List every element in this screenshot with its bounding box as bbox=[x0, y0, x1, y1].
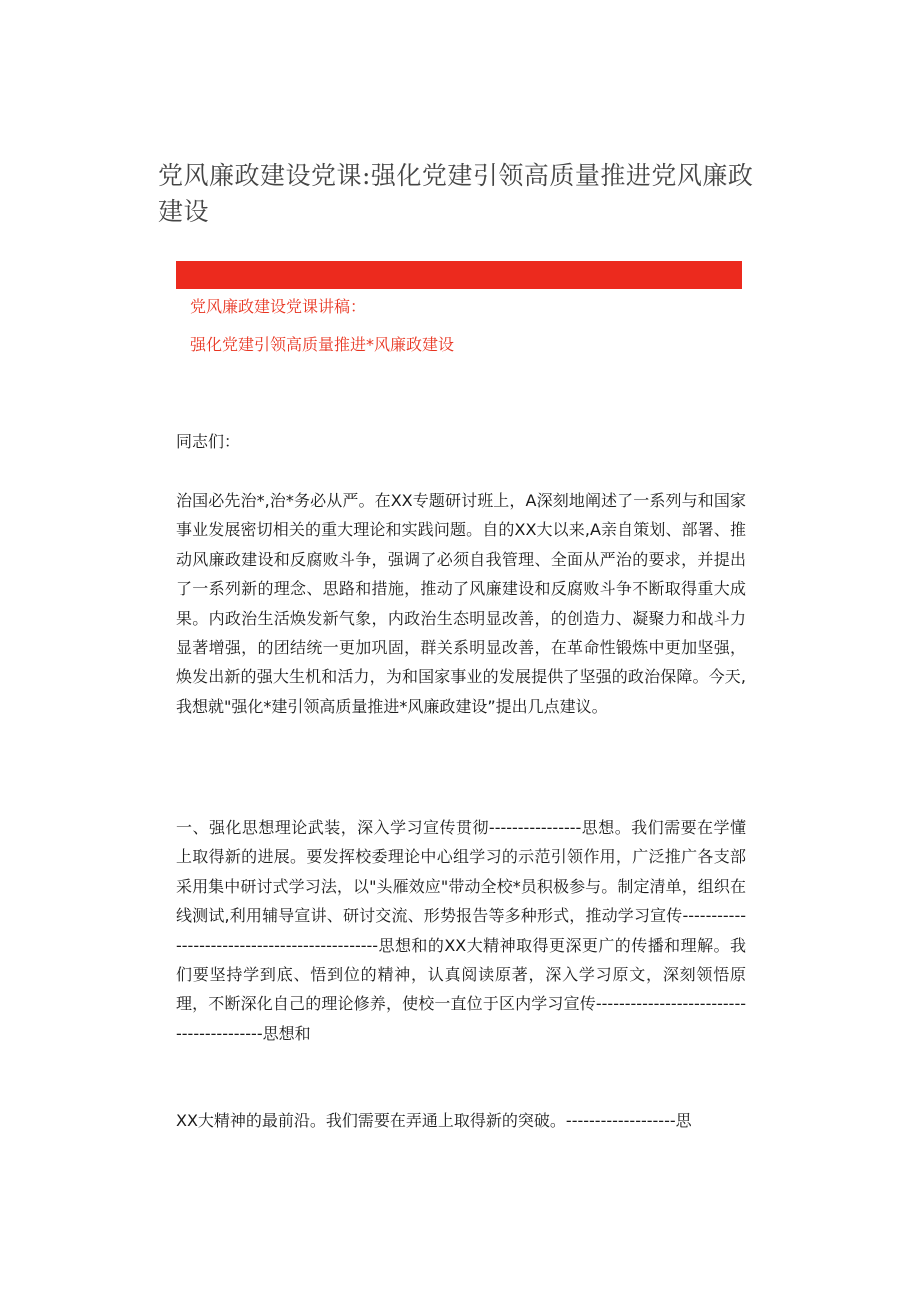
subtitle-line-2: 强化党建引领高质量推进*风廉政建设 bbox=[190, 335, 455, 354]
salutation: 同志们： bbox=[176, 432, 241, 451]
document-title: 党风廉政建设党课:强化党建引领高质量推进党风廉政建设 bbox=[158, 161, 754, 226]
body-paragraph: 一、强化思想理论武装，深入学习宣传贯彻----------------思想。我们需要在学懂上取得新的进展。要发挥校委理论中心组学习的示范引领作用，广泛推广各支部采用集中研讨式学习法，以"头雁效应"带动全校*员积极参与。制定清单，组织在线测试,利用辅导宣讲、研讨交流、形势报告等多种形式，推动学习宣传----------------------------------------------思想和的XX大精神取得更深更广的传播和理解。我们要坚持学到底、悟到位的精神，认真阅读原著，深入学习原文，深刻领悟原理，不断深化自己的理论修养，使校一直位于区内学习宣传-----------------------------------------思想和 bbox=[176, 818, 746, 1043]
body-paragraph: XX大精神的最前沿。我们需要在弄通上取得新的突破。-------------------思 bbox=[176, 1111, 692, 1130]
subtitle-line-1: 党风廉政建设党课讲稿： bbox=[190, 297, 367, 316]
red-banner bbox=[176, 261, 742, 289]
body-paragraph: 治国必先治*,治*务必从严。在XX专题研讨班上，A深刻地阐述了一系列与和国家事业发展密切相关的重大理论和实践问题。自的XX大以来,A亲自策划、部署、推动风廉政建设和反腐败斗争，强调了必须自我管理、全面从严治的要求，并提出了一系列新的理念、思路和措施，推动了风廉建设和反腐败斗争不断取得重大成果。内政治生活焕发新气象，内政治生态明显改善，的创造力、凝聚力和战斗力显著增强，的团结统一更加巩固，群关系明显改善，在革命性锻炼中更加坚强，焕发出新的强大生机和活力，为和国家事业的发展提供了坚强的政治保障。今天,我想就"强化*建引领高质量推进*风廉政建设”提出几点建议。 bbox=[176, 491, 746, 716]
